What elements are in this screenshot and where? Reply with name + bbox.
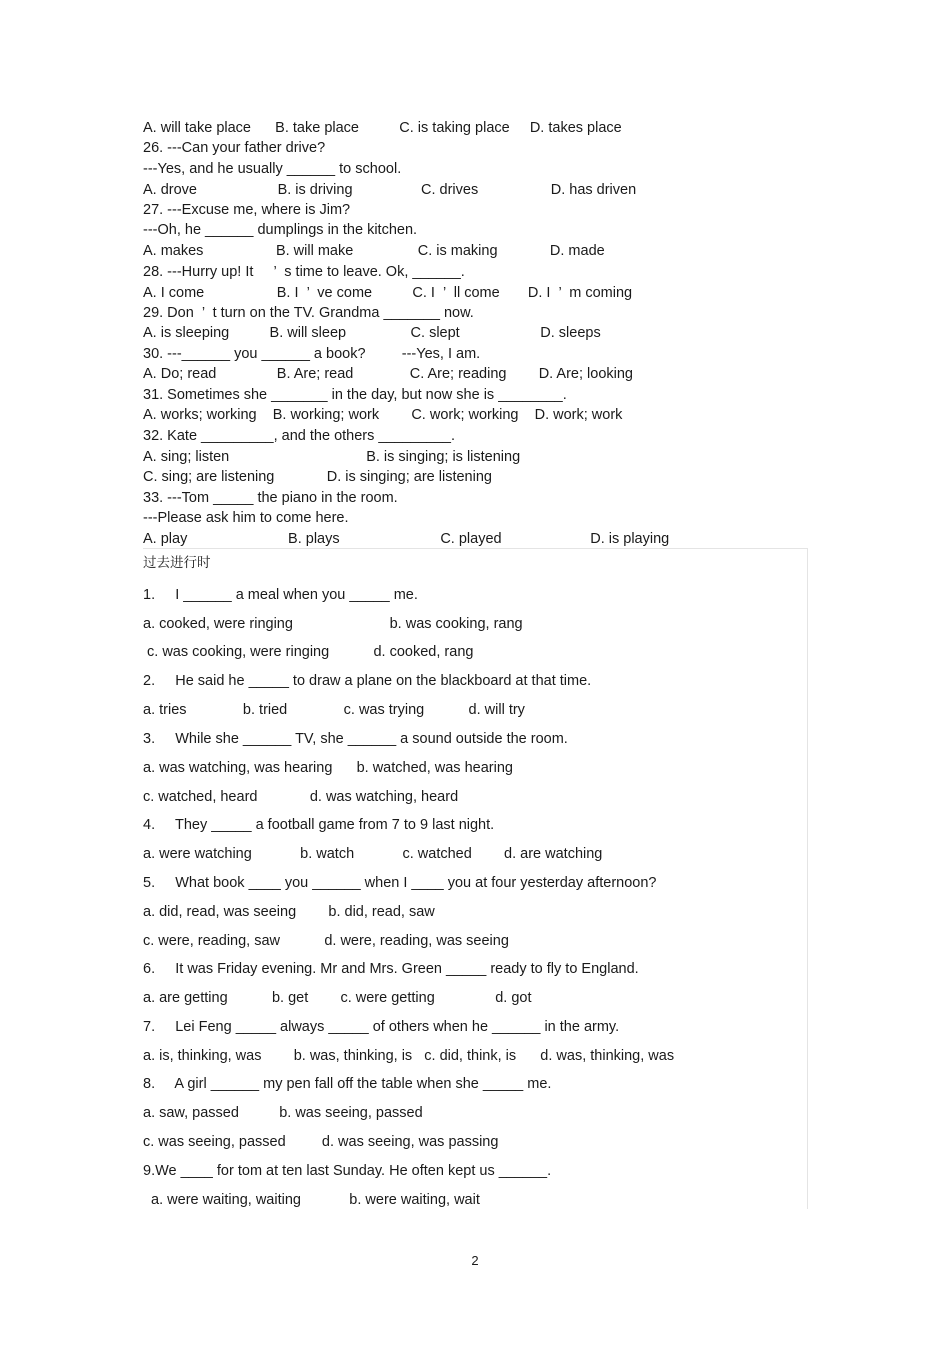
text-line: ---Oh, he ______ dumplings in the kitchen.: [143, 222, 418, 238]
text-line: A. is sleeping B. will sleep C. slept D. sleeps: [143, 325, 601, 341]
text-line: 7. Lei Feng _____ always _____ of others when he ______ in the army.: [143, 1019, 620, 1035]
text-line: A. makes B. will make C. is making D. made: [143, 243, 605, 259]
section-title: 过去进行时: [143, 555, 211, 571]
text-line: 29. Don ’ t turn on the TV. Grandma _______ now.: [143, 305, 474, 321]
text-line: A. play B. plays C. played D. is playing: [143, 531, 670, 547]
text-line: 33. ---Tom _____ the piano in the room.: [143, 490, 398, 506]
text-line: 32. Kate _________, and the others _________.: [143, 428, 456, 444]
text-line: 27. ---Excuse me, where is Jim?: [143, 202, 351, 218]
text-line: a. cooked, were ringing b. was cooking, rang: [143, 616, 523, 632]
text-line: 3. While she ______ TV, she ______ a sound outside the room.: [143, 731, 568, 747]
text-line: 30. ---______ you ______ a book? ---Yes, I am.: [143, 346, 481, 362]
text-line: A. sing; listen B. is singing; is listening: [143, 449, 521, 465]
text-line: ---Yes, and he usually ______ to school.: [143, 161, 402, 177]
text-line: a. was watching, was hearing b. watched, was hearing: [143, 760, 513, 776]
text-line: c. was cooking, were ringing d. cooked, rang: [143, 644, 474, 660]
text-line: a. were waiting, waiting b. were waiting, wait: [143, 1192, 480, 1208]
text-line: a. are getting b. get c. were getting d. got: [143, 990, 532, 1006]
text-line: a. saw, passed b. was seeing, passed: [143, 1105, 423, 1121]
text-line: 8. A girl ______ my pen fall off the table when she _____ me.: [143, 1076, 552, 1092]
text-line: 26. ---Can your father drive?: [143, 140, 326, 156]
text-line: 6. It was Friday evening. Mr and Mrs. Green _____ ready to fly to England.: [143, 961, 639, 977]
page-number: 2: [471, 1253, 479, 1268]
text-line: C. sing; are listening D. is singing; are listening: [143, 469, 492, 485]
text-line: 31. Sometimes she _______ in the day, but now she is ________.: [143, 387, 567, 403]
text-line: A. Do; read B. Are; read C. Are; reading D. Are; looking: [143, 366, 633, 382]
text-line: 9.We ____ for tom at ten last Sunday. He often kept us ______.: [143, 1163, 552, 1179]
text-line: A. will take place B. take place C. is taking place D. takes place: [143, 120, 622, 136]
text-line: 4. They _____ a football game from 7 to 9 last night.: [143, 817, 495, 833]
text-line: a. were watching b. watch c. watched d. are watching: [143, 846, 603, 862]
text-line: 5. What book ____ you ______ when I ____ you at four yesterday afternoon?: [143, 875, 657, 891]
text-line: c. was seeing, passed d. was seeing, was passing: [143, 1134, 499, 1150]
text-line: 2. He said he _____ to draw a plane on the blackboard at that time.: [143, 673, 592, 689]
text-line: c. watched, heard d. was watching, heard: [143, 789, 459, 805]
text-line: 1. I ______ a meal when you _____ me.: [143, 587, 418, 603]
text-line: a. did, read, was seeing b. did, read, saw: [143, 904, 435, 920]
text-line: ---Please ask him to come here.: [143, 510, 349, 526]
text-line: A. I come B. I ’ ve come C. I ’ ll come D. I ’ m coming: [143, 285, 633, 301]
text-line: A. works; working B. working; work C. work; working D. work; work: [143, 407, 623, 423]
text-line: A. drove B. is driving C. drives D. has driven: [143, 182, 637, 198]
text-line: a. tries b. tried c. was trying d. will try: [143, 702, 525, 718]
text-line: a. is, thinking, was b. was, thinking, is c. did, think, is d. was, thinking, was: [143, 1048, 675, 1064]
text-line: c. were, reading, saw d. were, reading, was seeing: [143, 933, 509, 949]
text-line: 28. ---Hurry up! It ’ s time to leave. Ok, ______.: [143, 264, 465, 280]
